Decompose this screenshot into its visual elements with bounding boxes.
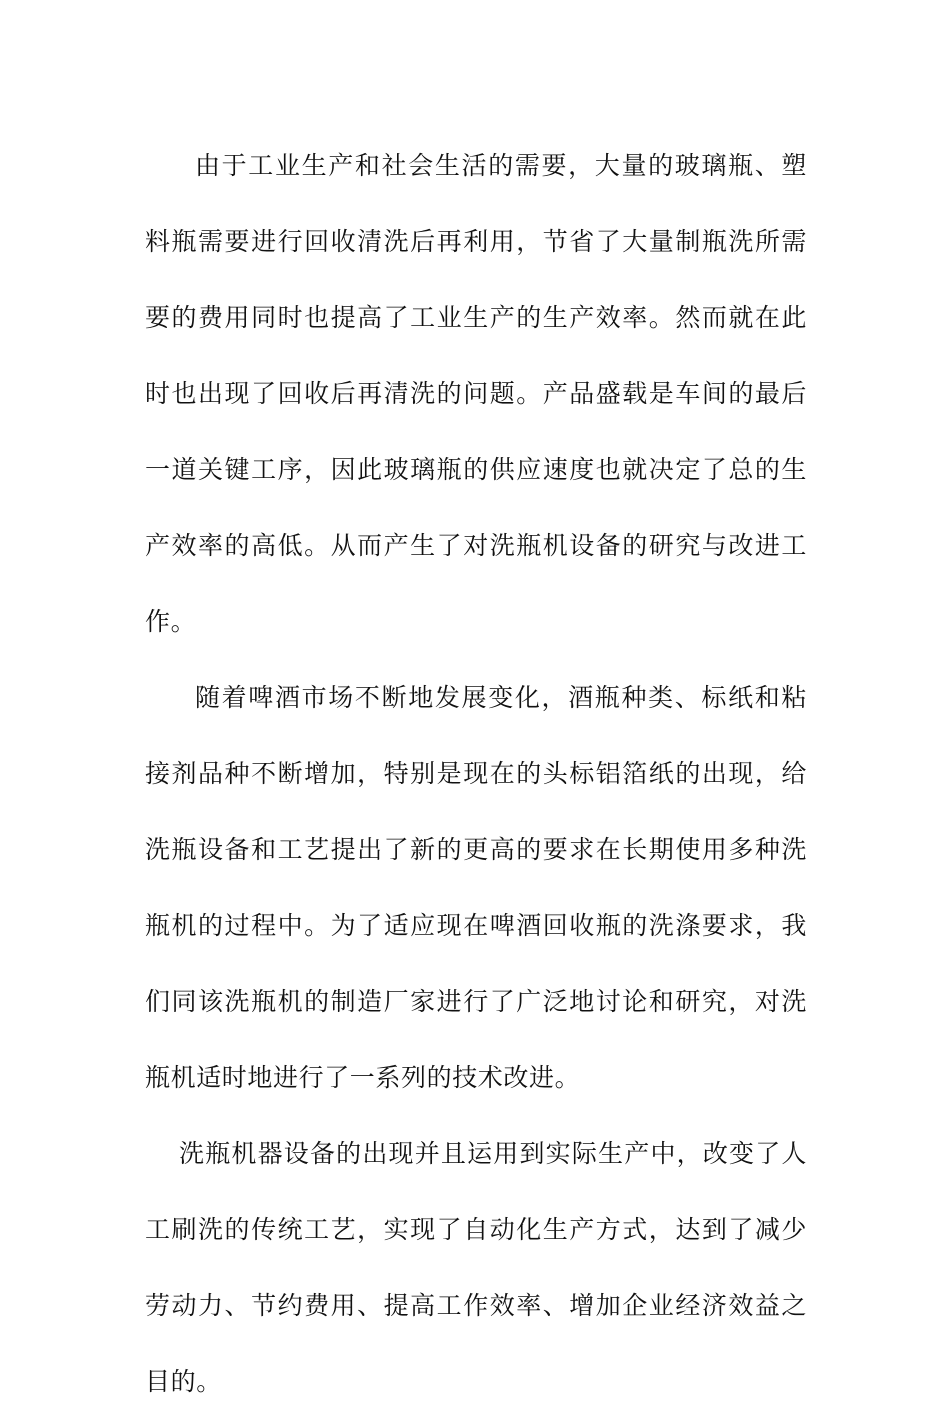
paragraph-2: 随着啤酒市场不断地发展变化，酒瓶种类、标纸和粘接剂品种不断增加，特别是现在的头标铝箔纸的出现，给洗瓶设备和工艺提出了新的更高的要求在长期使用多种洗瓶机的过程中。为了适应现在啤酒回收瓶的洗涤要求，我们同该洗瓶机的制造厂家进行了广泛地讨论和研究，对洗瓶机适时地进行了一系列的技术改进。 [145,683,807,1092]
paragraph-1: 由于工业生产和社会生活的需要，大量的玻璃瓶、塑料瓶需要进行回收清洗后再利用，节省了大量制瓶洗所需要的费用同时也提高了工业生产的生产效率。然而就在此时也出现了回收后再清洗的问题。产品盛载是车间的最后一道关键工序，因此玻璃瓶的供应速度也就决定了总的生产效率的高低。从而产生了对洗瓶机设备的研究与改进工作。 [145,151,807,636]
document-body [145,128,807,1420]
paragraph-3: 洗瓶机器设备的出现并且运用到实际生产中，改变了人工刷洗的传统工艺，实现了自动化生产方式，达到了减少劳动力、节约费用、提高工作效率、增加企业经济效益之目的。 [145,1139,807,1396]
